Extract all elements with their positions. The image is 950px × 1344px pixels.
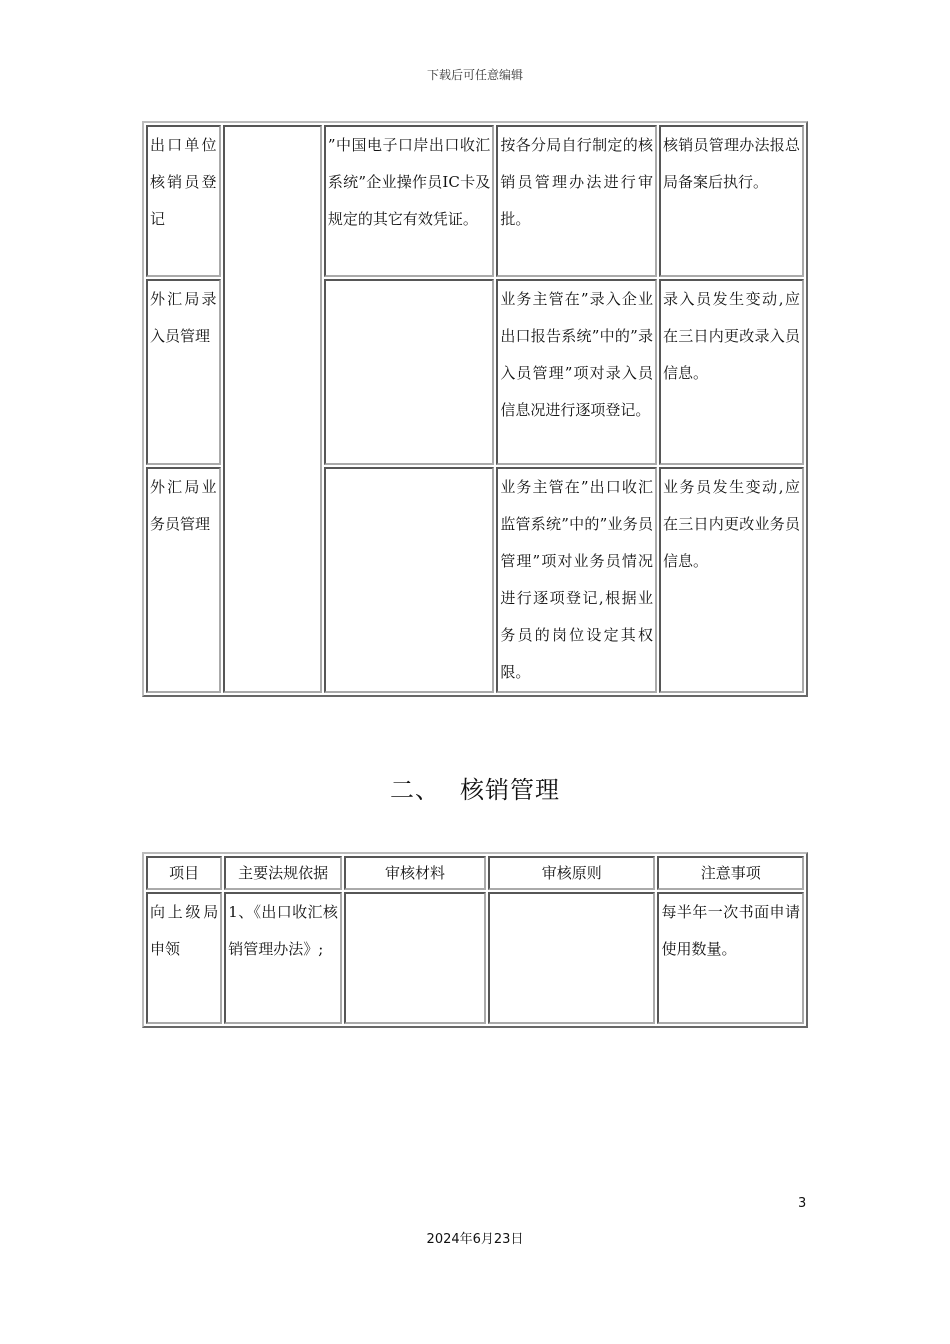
section-number: 二、 xyxy=(390,776,440,804)
table-row xyxy=(146,125,804,277)
cell-materials xyxy=(324,467,494,693)
cell-notes: 录入员发生变动,应在三日内更改录入员信息。 xyxy=(659,279,804,465)
section-heading xyxy=(0,770,950,805)
footer-date: 2024年6月23日 xyxy=(426,1232,524,1247)
cell-basis xyxy=(223,125,322,693)
cell-materials xyxy=(344,892,486,1024)
cell-notes: 核销员管理办法报总局备案后执行。 xyxy=(659,125,804,277)
cell-item: 出口单位核销员登记 xyxy=(146,125,221,277)
section-title: 核销管理 xyxy=(460,776,560,804)
page-number: 3 xyxy=(798,1196,807,1211)
column-header-materials: 审核材料 xyxy=(344,856,486,890)
cell-principle: 按各分局自行制定的核销员管理办法进行审批。 xyxy=(496,125,657,277)
approval-table-continued xyxy=(142,121,808,697)
cell-principle xyxy=(488,892,655,1024)
column-header-basis: 主要法规依据 xyxy=(224,856,342,890)
cell-item: 向上级局申领 xyxy=(146,892,222,1024)
cell-notes: 每半年一次书面申请使用数量。 xyxy=(657,892,804,1024)
cell-materials: ”中国电子口岸出口收汇系统”企业操作员IC卡及规定的其它有效凭证。 xyxy=(324,125,494,277)
cell-item: 外汇局业务员管理 xyxy=(146,467,221,693)
column-header-principle: 审核原则 xyxy=(488,856,655,890)
cell-principle: 业务主管在”出口收汇监管系统”中的”业务员管理”项对业务员情况进行逐项登记,根据业务员的岗位设定其权限。 xyxy=(496,467,657,693)
header-note: 下载后可任意编辑 xyxy=(426,68,523,82)
column-header-notes: 注意事项 xyxy=(657,856,804,890)
verification-management-table xyxy=(142,852,808,1028)
column-header-item: 项目 xyxy=(146,856,222,890)
cell-principle: 业务主管在”录入企业出口报告系统”中的”录入员管理”项对录入员信息况进行逐项登记。 xyxy=(496,279,657,465)
cell-basis: 1、《出口收汇核销管理办法》; xyxy=(224,892,342,1024)
cell-notes: 业务员发生变动,应在三日内更改业务员信息。 xyxy=(659,467,804,693)
cell-item: 外汇局录入员管理 xyxy=(146,279,221,465)
cell-materials xyxy=(324,279,494,465)
table-row xyxy=(146,892,804,1024)
table-header-row xyxy=(146,856,804,890)
